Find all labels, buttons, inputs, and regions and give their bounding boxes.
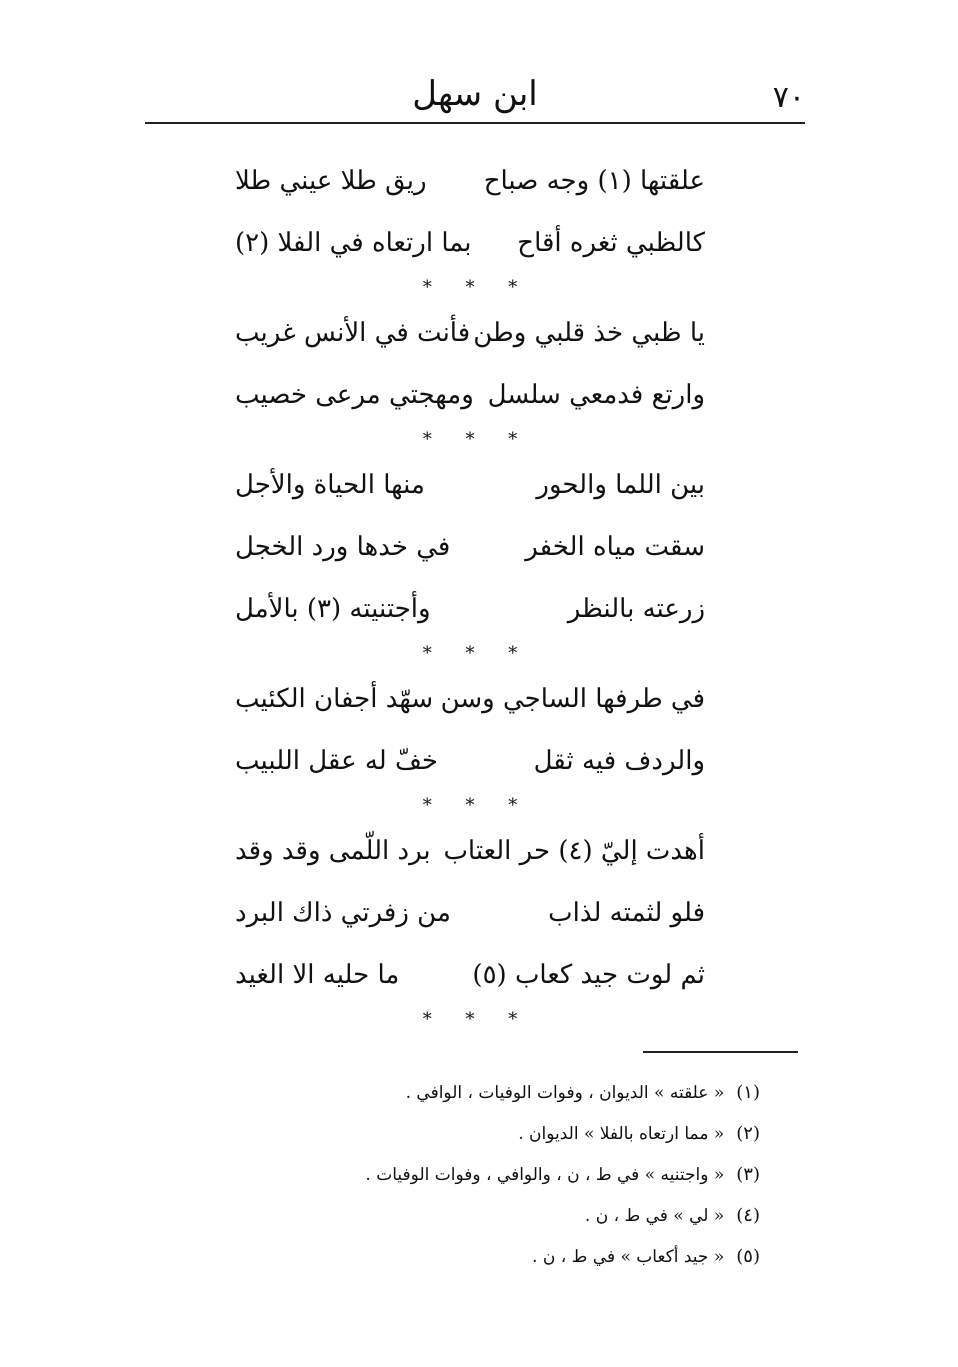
verse-line (235, 668, 705, 730)
footnote-number: (٣) (736, 1164, 760, 1185)
first-hemistich: وارتع فدمعي سلسل (487, 380, 705, 410)
verse-line (235, 730, 705, 792)
footnote (300, 1236, 760, 1277)
first-hemistich: بين اللما والحور (536, 470, 705, 500)
verse-line (235, 578, 705, 640)
second-hemistich: ريق طلا عيني طلا (235, 166, 427, 196)
stanza-separator: * * * (422, 277, 532, 298)
header-rule (145, 122, 805, 124)
stanza-separator: * * * (422, 1009, 532, 1030)
verse-line (235, 454, 705, 516)
stanza-separator: * * * (422, 795, 532, 816)
verse-line (235, 150, 705, 212)
second-hemistich: وأجتنيته (٣) بالأمل (235, 594, 431, 624)
running-title: ابن سهل (412, 74, 538, 114)
poem-body (235, 150, 705, 1034)
verse-line (235, 516, 705, 578)
footnote-number: (٥) (736, 1246, 760, 1267)
footnote (300, 1195, 760, 1236)
footnote (300, 1113, 760, 1154)
second-hemistich: سهّد أجفان الكئيب (235, 684, 434, 714)
first-hemistich: زرعته بالنظر (567, 594, 705, 624)
page-number: ٧٠ (772, 80, 805, 115)
footnote-number: (٢) (736, 1123, 760, 1144)
first-hemistich: كالظبي ثغره أقاح (517, 228, 705, 258)
footnote-text: « لي » في ط ، ن . (584, 1206, 725, 1226)
footnote-text: « علقته » الديوان ، وفوات الوفيات ، الوافي . (405, 1083, 725, 1103)
verse-line (235, 944, 705, 1006)
second-hemistich: في خدها ورد الخجل (235, 532, 451, 562)
verse-line (235, 212, 705, 274)
second-hemistich: منها الحياة والأجل (235, 470, 425, 500)
first-hemistich: في طرفها الساجي وسن (440, 684, 705, 714)
first-hemistich: أهدت إليّ (٤) حر العتاب (443, 836, 705, 866)
first-hemistich: فلو لثمته لذاب (548, 898, 705, 928)
footnote-rule (643, 1051, 798, 1053)
footnote (300, 1072, 760, 1113)
verse-line (235, 302, 705, 364)
first-hemistich: والردف فيه ثقل (533, 746, 705, 776)
stanza-separator: * * * (422, 643, 532, 664)
second-hemistich: فأنت في الأنس غريب (235, 318, 471, 348)
first-hemistich: سقت مياه الخفر (525, 532, 705, 562)
footnote (300, 1154, 760, 1195)
footnote-number: (١) (736, 1082, 760, 1103)
page-header (145, 70, 805, 122)
verse-line (235, 882, 705, 944)
footnote-number: (٤) (736, 1205, 760, 1226)
second-hemistich: خفّ له عقل اللبيب (235, 746, 438, 776)
footnote-text: « واجتنيه » في ط ، ن ، والوافي ، وفوات الوفيات . (365, 1165, 725, 1185)
verse-line (235, 364, 705, 426)
second-hemistich: من زفرتي ذاك البرد (235, 898, 451, 928)
first-hemistich: علقتها (١) وجه صباح (483, 166, 705, 196)
stanza-separator: * * * (422, 429, 532, 450)
footnotes (300, 1072, 760, 1277)
footnote-text: « جيد أكعاب » في ط ، ن . (532, 1247, 725, 1267)
second-hemistich: ومهجتي مرعى خصيب (235, 380, 474, 410)
footnote-text: « مما ارتعاه بالفلا » الديوان . (518, 1124, 725, 1144)
first-hemistich: ثم لوت جيد كعاب (٥) (472, 960, 705, 990)
second-hemistich: ما حليه الا الغيد (235, 960, 400, 990)
second-hemistich: بما ارتعاه في الفلا (٢) (235, 228, 472, 258)
verse-line (235, 820, 705, 882)
first-hemistich: يا ظبي خذ قلبي وطن (473, 318, 705, 348)
second-hemistich: برد اللّمى وقد وقد (235, 836, 431, 866)
